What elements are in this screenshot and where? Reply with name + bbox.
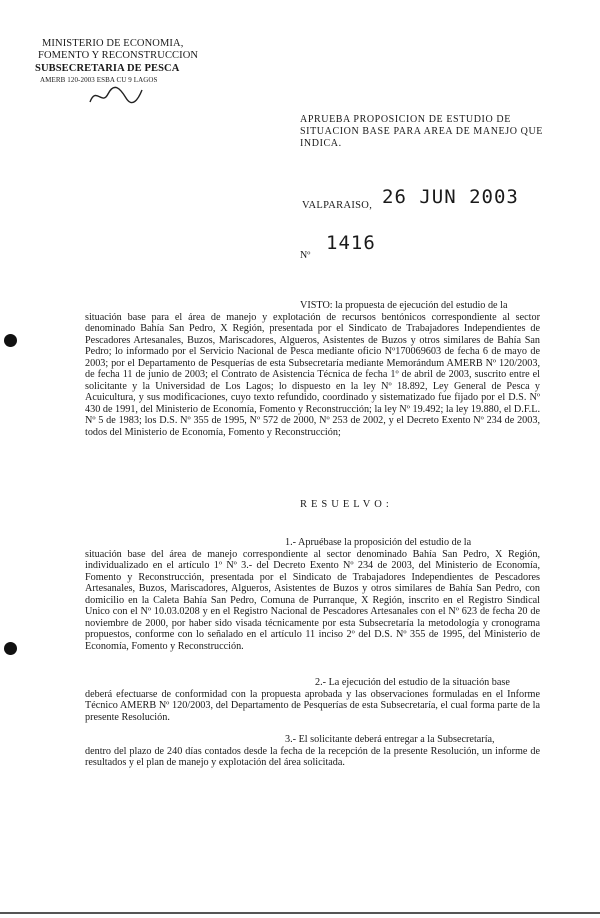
ministry-name-line2: FOMENTO Y RECONSTRUCCION — [38, 50, 199, 61]
visto-paragraph — [85, 300, 540, 438]
number-label: Nº — [300, 250, 311, 261]
page-bottom-edge — [0, 912, 600, 914]
punch-hole-top — [4, 334, 17, 347]
article-3-lead: 3.- El solicitante deberá entregar a la Subsecretaría, — [285, 734, 495, 745]
visto-lead: VISTO: la propuesta de ejecución del estudio de la — [300, 300, 508, 311]
article-1-text: situación base del área de manejo correspondiente al sector denominado Bahía San Pedro, X Región, individualizado en el artículo 1º Nº 3.- del Decreto Exento Nº 234 de 2003, del Ministerio de Economía, Fomento y Reconstrucción, presentada por el Sindicato de Trabajadores Independientes de Pescadores Artesanales, Buzos, Mariscadores, Algueros, Asistentes de Buzos y otros similares de Bahía San Pedro, con domicilio en la Caleta Bahía San Pedro, Comuna de Purranque, X Región, inscrito en el Registro Sindical Unico con el Nº 10.03.0208 y en el Registro Nacional de Pescadores Artesanales con el Nº 623 de fecha 20 de noviembre de 2000, por haber sido visada técnicamente por esta Subsecretaría la metodología y cronograma propuestos, conforme con lo señalado en el artículo 11 inciso 2º del D.S. Nº 355 de 1995, del Ministerio de Economía, Fomento y Reconstrucción. — [85, 548, 540, 652]
resolution-subject: APRUEBA PROPOSICION DE ESTUDIO DE SITUACION BASE PARA AREA DE MANEJO QUE INDICA. — [300, 114, 544, 149]
article-1 — [85, 537, 540, 652]
article-2 — [85, 677, 540, 723]
ministry-name-line1: MINISTERIO DE ECONOMIA, — [42, 38, 184, 49]
punch-hole-bottom — [4, 642, 17, 655]
visto-text: situación base para el área de manejo y explotación de recursos bentónicos correspondiente al sector denominado Bahía San Pedro, X Región, presentada por el Sindicato de Trabajadores Independientes de Pescadores Artesanales, Buzos, Mariscadores, Algueros, Asistentes de Buzos y otros similares de Bahía San Pedro; lo informado por el Servicio Nacional de Pesca mediante oficio Nº170069603 de fecha 6 de mayo de 2003; por el Departamento de Pesquerías de esta Subsecretaría mediante Memorándum AMERB Nº 120/2003, de fecha 11 de junio de 2003; el Contrato de Asistencia Técnica de fecha 1º de abril de 2003, suscrito entre el solicitante y la Universidad de Los Lagos; lo dispuesto en la ley Nº 18.892, Ley General de Pesca y Acuicultura, y sus modificaciones, cuyo texto refundido, coordinado y sistematizado fue fijado por el D.S. Nº 430 de 1991, del Ministerio de Economía, Fomento y Reconstrucción; la ley Nº 19.492; la ley 19.880, el D.F.L. Nº 5 de 1983; los D.S. Nº 355 de 1995, Nº 572 de 2000, Nº 253 de 2002, y el Decreto Exento Nº 234 de 2003, todos del Ministerio de Economía, Fomento y Reconstrucción; — [85, 311, 540, 438]
article-2-text: deberá efectuarse de conformidad con la propuesta aprobada y las observaciones formuladas en el Informe Técnico AMERB Nº 120/2003, del Departamento de Pesquerías de esta Subsecretaría, el cual forma parte de la presente Resolución. — [85, 688, 540, 723]
date-stamp: 26 JUN 2003 — [382, 186, 519, 208]
article-3 — [85, 734, 540, 769]
initials-signature — [86, 80, 146, 110]
resuelvo-heading: RESUELVO: — [300, 499, 393, 510]
resolution-number: 1416 — [326, 232, 376, 254]
article-3-text: dentro del plazo de 240 días contados desde la fecha de la recepción de la presente Resolución, un informe de resultados y el plan de manejo y explotación del área solicitada. — [85, 745, 540, 768]
place-label: VALPARAISO, — [302, 200, 373, 211]
reference-code: AMERB 120-2003 ESBA CU 9 LAGOS — [40, 76, 158, 84]
article-2-lead: 2.- La ejecución del estudio de la situación base — [315, 677, 510, 688]
article-1-lead: 1.- Apruébase la proposición del estudio de la — [285, 537, 472, 548]
subsecretaria-name: SUBSECRETARIA DE PESCA — [35, 63, 180, 74]
